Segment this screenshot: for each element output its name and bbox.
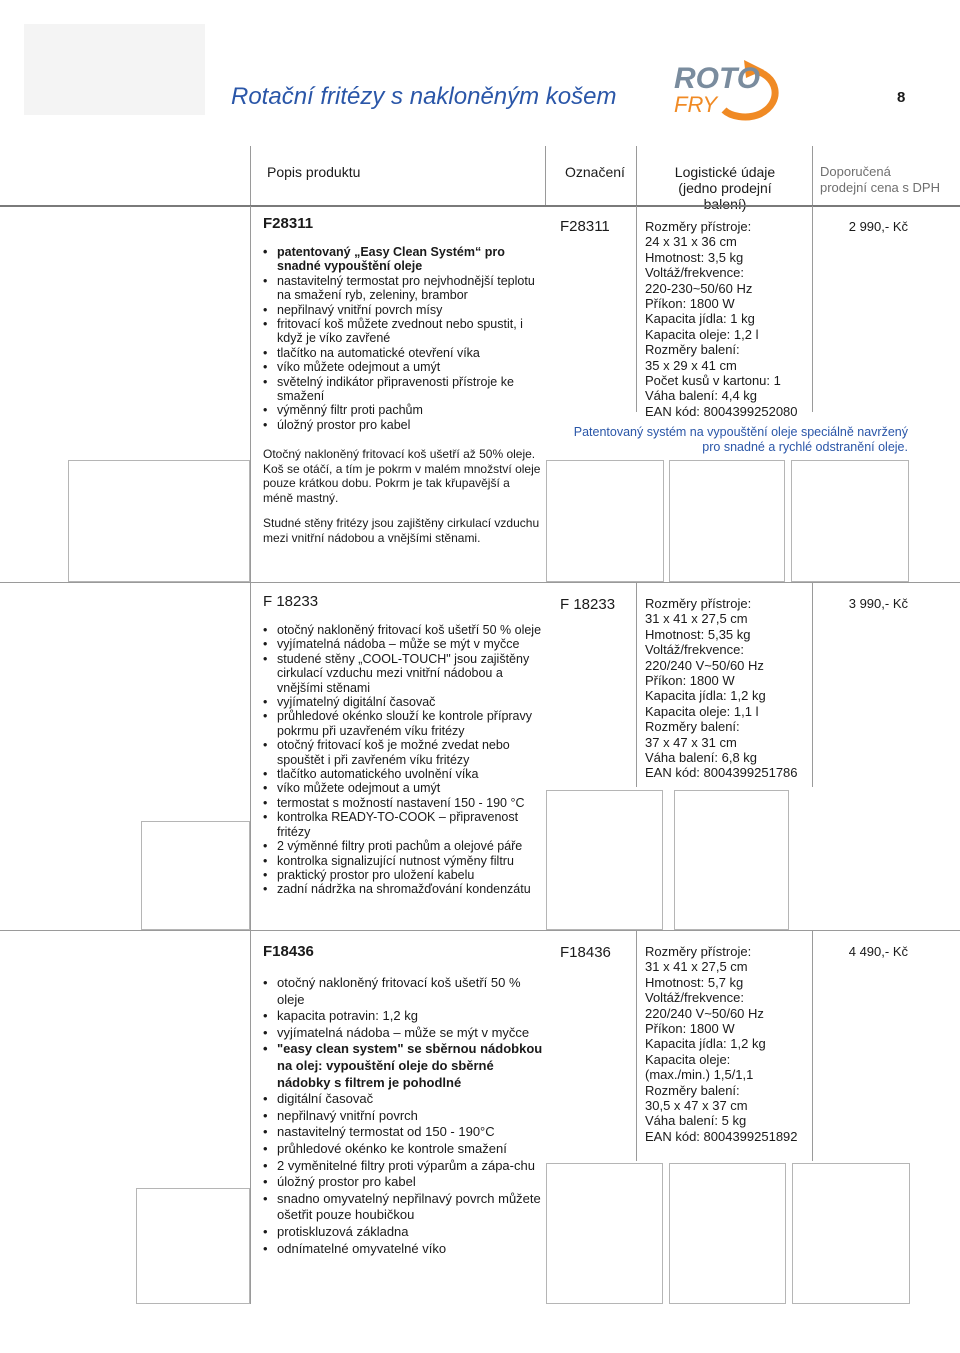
feature-item: • tlačítko na automatické otevření víka bbox=[263, 346, 543, 360]
logistics-line: 37 x 47 x 31 cm bbox=[645, 734, 737, 750]
feature-item: • vyjímatelná nádoba – může se mýt v myčce bbox=[263, 1025, 543, 1042]
product-image bbox=[68, 460, 250, 582]
feature-item: • 2 vyměnitelné filtry proti výparům a zápa-chu bbox=[263, 1158, 543, 1175]
detail-image bbox=[546, 1163, 663, 1304]
product-note: Otočný nakloněný fritovací koš ušetří až 50% oleje. Koš se otáčí, a tím je pokrm v malém množství oleje pouze krátkou dobu. Pokrm je tak křupavější a méně mastný. bbox=[263, 447, 541, 505]
logistics-line: Hmotnost: 3,5 kg bbox=[645, 249, 744, 265]
feature-item: • otočný fritovací koš je možné zvedat nebo spouštět i při zavřeném víku fritézy bbox=[263, 738, 543, 767]
logistics-line: Příkon: 1800 W bbox=[645, 296, 735, 312]
detail-image bbox=[791, 460, 909, 582]
logistics-line: 220/240 V~50/60 Hz bbox=[645, 657, 764, 673]
feature-item: • kontrolka signalizující nutnost výměny filtru bbox=[263, 854, 543, 868]
logistics-line: Hmotnost: 5,7 kg bbox=[645, 974, 744, 990]
column-header-logistics-line1: Logistické údaje bbox=[674, 164, 776, 180]
row-separator bbox=[0, 930, 960, 931]
product-label: F28311 bbox=[560, 218, 610, 235]
feature-item: • studené stěny „COOL-TOUCH" jsou zajištěny cirkulací vzduchu mezi vnitřní nádobou a vnějšími stěnami bbox=[263, 652, 543, 695]
detail-image bbox=[674, 790, 789, 930]
feature-item: • tlačítko automatického uvolnění víka bbox=[263, 767, 543, 781]
logistics-line: Kapacita oleje: 1,2 l bbox=[645, 326, 759, 342]
logistics-line: Rozměry přístroje: bbox=[645, 219, 752, 234]
feature-item: • odnímatelné omyvatelné víko bbox=[263, 1241, 543, 1258]
logistics-line: Rozměry přístroje: bbox=[645, 944, 752, 959]
feature-item: • víko můžete odejmout a umýt bbox=[263, 781, 543, 795]
patent-caption bbox=[560, 425, 908, 455]
column-divider bbox=[636, 931, 637, 1161]
feature-item: • úložný prostor pro kabel bbox=[263, 1174, 543, 1191]
feature-list bbox=[263, 245, 543, 432]
feature-item: • vyjímatelná nádoba – může se mýt v myčce bbox=[263, 637, 543, 651]
detail-image bbox=[546, 460, 664, 582]
column-header-price-line1: Doporučená bbox=[820, 164, 891, 179]
feature-item: • nastavitelný termostat pro nejvhodnější teplotu na smažení ryb, zeleniny, brambor bbox=[263, 274, 543, 303]
patent-caption-line2: pro snadné a rychlé odstranění oleje. bbox=[702, 440, 908, 454]
logistics-line: Kapacita jídla: 1,2 kg bbox=[645, 1036, 766, 1052]
logistics-line: Rozměry přístroje: bbox=[645, 596, 752, 611]
column-divider bbox=[545, 146, 546, 206]
detail-image bbox=[546, 790, 663, 930]
column-header-description: Popis produktu bbox=[267, 164, 361, 180]
column-divider bbox=[812, 146, 813, 206]
logistics-line: 220-230~50/60 Hz bbox=[645, 280, 753, 296]
logistics-line: 220/240 V~50/60 Hz bbox=[645, 1005, 764, 1021]
logistics-line: (max./min.) 1,5/1,1 bbox=[645, 1067, 754, 1083]
feature-item: • výměnný filtr proti pachům bbox=[263, 403, 543, 417]
feature-item: • vyjímatelný digitální časovač bbox=[263, 695, 543, 709]
logistics-line: Váha balení: 4,4 kg bbox=[645, 388, 758, 404]
product-price: 2 990,- Kč bbox=[848, 219, 908, 234]
feature-list bbox=[263, 623, 543, 897]
logo-text-roto: ROTO bbox=[674, 62, 761, 95]
logistics-line: Hmotnost: 5,35 kg bbox=[645, 626, 751, 642]
feature-item: • "easy clean system" se sběrnou nádobkou na olej: vypouštění oleje do sběrné nádobky s filtrem je pohodlné bbox=[263, 1041, 543, 1091]
logistics-line: EAN kód: 8004399252080 bbox=[645, 403, 798, 419]
column-header-logistics-line2: (jedno prodejní balení) bbox=[678, 180, 772, 212]
product-image bbox=[136, 1188, 250, 1304]
column-header-price bbox=[820, 164, 940, 196]
feature-item: • kontrolka READY-TO-COOK – připravenost fritézy bbox=[263, 810, 543, 839]
feature-item: • víko můžete odejmout a umýt bbox=[263, 360, 543, 374]
logistics-line: Příkon: 1800 W bbox=[645, 673, 735, 689]
feature-item: • 2 výměnné filtry proti pachům a olejové páře bbox=[263, 839, 543, 853]
page-number: 8 bbox=[897, 89, 906, 106]
feature-item: • praktický prostor pro uložení kabelu bbox=[263, 868, 543, 882]
rotofry-logo bbox=[668, 52, 786, 122]
logistics-line: Kapacita oleje: 1,1 l bbox=[645, 703, 759, 719]
column-divider bbox=[250, 931, 251, 1304]
feature-item: • otočný nakloněný fritovací koš ušetří 50 % oleje bbox=[263, 975, 543, 1008]
column-header-label: Označení bbox=[565, 164, 625, 180]
column-divider bbox=[812, 931, 813, 1161]
feature-item: • digitální časovač bbox=[263, 1091, 543, 1108]
logistics-line: Kapacita jídla: 1 kg bbox=[645, 311, 755, 327]
logistics-line: Kapacita jídla: 1,2 kg bbox=[645, 688, 766, 704]
product-label: F 18233 bbox=[560, 596, 616, 613]
logistics-line: Voltáž/frekvence: bbox=[645, 990, 744, 1006]
logistics-block bbox=[645, 219, 798, 419]
logistics-block bbox=[645, 596, 798, 781]
column-divider bbox=[250, 206, 251, 582]
feature-list bbox=[263, 975, 543, 1257]
product-price: 3 990,- Kč bbox=[848, 596, 908, 611]
feature-item: • protiskluzová základna bbox=[263, 1224, 543, 1241]
product-note: Studné stěny fritézy jsou zajištěny cirkulací vzduchu mezi vnitřní nádobou a vnějšími stěnami. bbox=[263, 516, 540, 545]
column-divider bbox=[636, 583, 637, 787]
feature-item: • otočný nakloněný fritovací koš ušetří 50 % oleje bbox=[263, 623, 543, 637]
logistics-line: 30,5 x 47 x 37 cm bbox=[645, 1098, 748, 1114]
product-code: F18436 bbox=[263, 943, 314, 960]
logistics-line: Váha balení: 6,8 kg bbox=[645, 750, 758, 766]
logo-text-fry: FRY bbox=[674, 92, 718, 117]
logistics-line: Rozměry balení: bbox=[645, 719, 740, 735]
logistics-line: Rozměry balení: bbox=[645, 1082, 740, 1098]
logistics-line: Kapacita oleje: bbox=[645, 1051, 731, 1067]
feature-item: • termostat s možností nastavení 150 - 190 °C bbox=[263, 796, 543, 810]
logistics-line: EAN kód: 8004399251892 bbox=[645, 1128, 798, 1144]
product-label: F18436 bbox=[560, 944, 611, 961]
logistics-line: Rozměry balení: bbox=[645, 342, 740, 358]
product-code: F28311 bbox=[263, 215, 314, 232]
row-separator bbox=[0, 582, 960, 583]
logistics-line: Příkon: 1800 W bbox=[645, 1021, 735, 1037]
rotofry-logo-graphic bbox=[668, 52, 786, 122]
column-divider bbox=[250, 583, 251, 930]
feature-item: • průhledové okénko slouží ke kontrole přípravy pokrmu při uzavřeném víku fritézy bbox=[263, 709, 543, 738]
detail-image bbox=[792, 1163, 910, 1304]
logistics-line: EAN kód: 8004399251786 bbox=[645, 765, 798, 781]
detail-image bbox=[669, 1163, 786, 1304]
column-divider bbox=[636, 206, 637, 412]
page-title: Rotační fritézy s nakloněným košem bbox=[231, 83, 617, 110]
product-image bbox=[141, 821, 250, 930]
logistics-line: 35 x 29 x 41 cm bbox=[645, 357, 737, 373]
column-divider bbox=[250, 146, 251, 206]
logistics-line: 31 x 41 x 27,5 cm bbox=[645, 959, 748, 975]
logistics-line: 24 x 31 x 36 cm bbox=[645, 234, 737, 250]
feature-item: • úložný prostor pro kabel bbox=[263, 418, 543, 432]
logistics-line: 31 x 41 x 27,5 cm bbox=[645, 611, 748, 627]
column-header-price-line2: prodejní cena s DPH bbox=[820, 180, 940, 195]
logistics-line: Voltáž/frekvence: bbox=[645, 642, 744, 658]
feature-item: • fritovací koš můžete zvednout nebo spustit, i když je víko zavřené bbox=[263, 317, 543, 346]
column-divider bbox=[812, 583, 813, 787]
detail-image bbox=[669, 460, 785, 582]
feature-item: • snadno omyvatelný nepřilnavý povrch můžete ošetřit pouze houbičkou bbox=[263, 1191, 543, 1224]
feature-item: • nastavitelný termostat od 150 - 190°C bbox=[263, 1124, 543, 1141]
feature-item: • kapacita potravin: 1,2 kg bbox=[263, 1008, 543, 1025]
column-divider bbox=[636, 146, 637, 206]
logistics-line: Počet kusů v kartonu: 1 bbox=[645, 373, 781, 389]
top-left-blank-panel bbox=[24, 24, 205, 115]
logistics-line: Váha balení: 5 kg bbox=[645, 1113, 747, 1129]
header-separator bbox=[0, 205, 960, 207]
feature-item: • světelný indikátor připravenosti přístroje ke smažení bbox=[263, 375, 543, 404]
logistics-block bbox=[645, 944, 798, 1144]
feature-item: • nepřilnavý vnitřní povrch bbox=[263, 1108, 543, 1125]
logistics-line: Voltáž/frekvence: bbox=[645, 265, 744, 281]
feature-item: • nepřilnavý vnitřní povrch mísy bbox=[263, 303, 543, 317]
feature-item: • patentovaný „Easy Clean Systém“ pro snadné vypouštění oleje bbox=[263, 245, 543, 274]
patent-caption-line1: Patentovaný systém na vypouštění oleje speciálně navržený bbox=[573, 425, 908, 439]
product-code: F 18233 bbox=[263, 593, 319, 610]
product-price: 4 490,- Kč bbox=[848, 944, 908, 959]
feature-item: • průhledové okénko ke kontrole smažení bbox=[263, 1141, 543, 1158]
column-divider bbox=[812, 206, 813, 412]
feature-item: • zadní nádržka na shromažďování kondenzátu bbox=[263, 882, 543, 896]
